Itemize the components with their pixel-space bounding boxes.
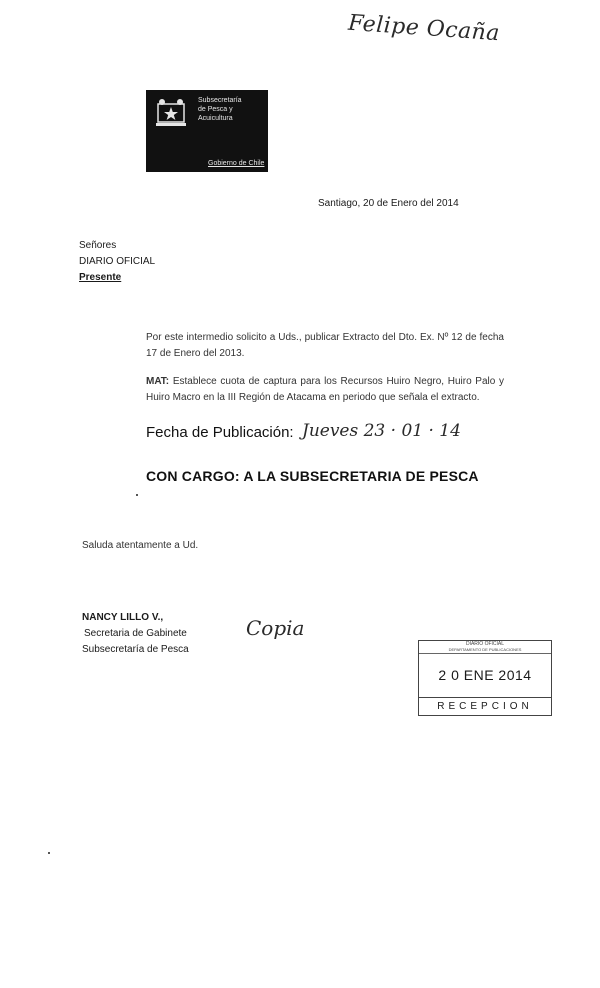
stamp-date: 2 0 ENE 2014 <box>438 667 532 683</box>
address-presente: Presente <box>79 272 122 283</box>
stamp-subheader: DEPARTAMENTO DE PUBLICACIONES <box>448 647 522 652</box>
scan-speck <box>48 852 50 854</box>
signatory-title: Secretaria de Gabinete <box>84 628 187 639</box>
copia-note: Copia <box>246 616 305 640</box>
stamp-header-title: DIARIO OFICIAL <box>465 641 505 647</box>
letterhead-org-line: Subsecretaría <box>198 97 242 104</box>
matter-text: Establece cuota de captura para los Recursos Huiro Negro, Huiro Palo y Huiro Macro en la III Región de Atacama en periodo que señala el extracto. <box>146 376 504 403</box>
scan-speck <box>136 494 138 496</box>
letterhead-logo <box>146 90 268 172</box>
request-paragraph: Por este intermedio solicito a Uds., publicar Extracto del Dto. Ex. Nº 12 de fecha 17 de Enero del 2013. <box>146 332 504 359</box>
letterhead-org-line: Acuicultura <box>198 115 233 122</box>
letterhead-org-line: de Pesca y <box>198 106 233 113</box>
closing-line: Saluda atentamente a Ud. <box>82 540 199 551</box>
publication-date-handwritten: Jueves 23 · 01 · 14 <box>302 421 461 441</box>
signatory-name: NANCY LILLO V., <box>82 612 164 623</box>
date-line: Santiago, 20 de Enero del 2014 <box>318 198 459 209</box>
stamp-header <box>419 641 551 654</box>
stamp-footer: RECEPCION <box>419 697 551 716</box>
handwritten-name: Felipe Ocaña <box>347 10 501 47</box>
reception-stamp <box>418 640 552 716</box>
con-cargo-line: CON CARGO: A LA SUBSECRETARIA DE PESCA <box>146 468 479 484</box>
address-recipient: DIARIO OFICIAL <box>79 256 156 267</box>
matter-label: MAT: <box>146 376 170 387</box>
letterhead-org <box>198 96 264 123</box>
coat-of-arms-icon <box>154 98 188 128</box>
publication-label: Fecha de Publicación: <box>146 424 294 441</box>
address-salutation: Señores <box>79 240 117 251</box>
signatory-organization: Subsecretaría de Pesca <box>82 644 189 655</box>
letterhead-government: Gobierno de Chile <box>208 160 265 167</box>
matter-paragraph <box>146 374 504 406</box>
